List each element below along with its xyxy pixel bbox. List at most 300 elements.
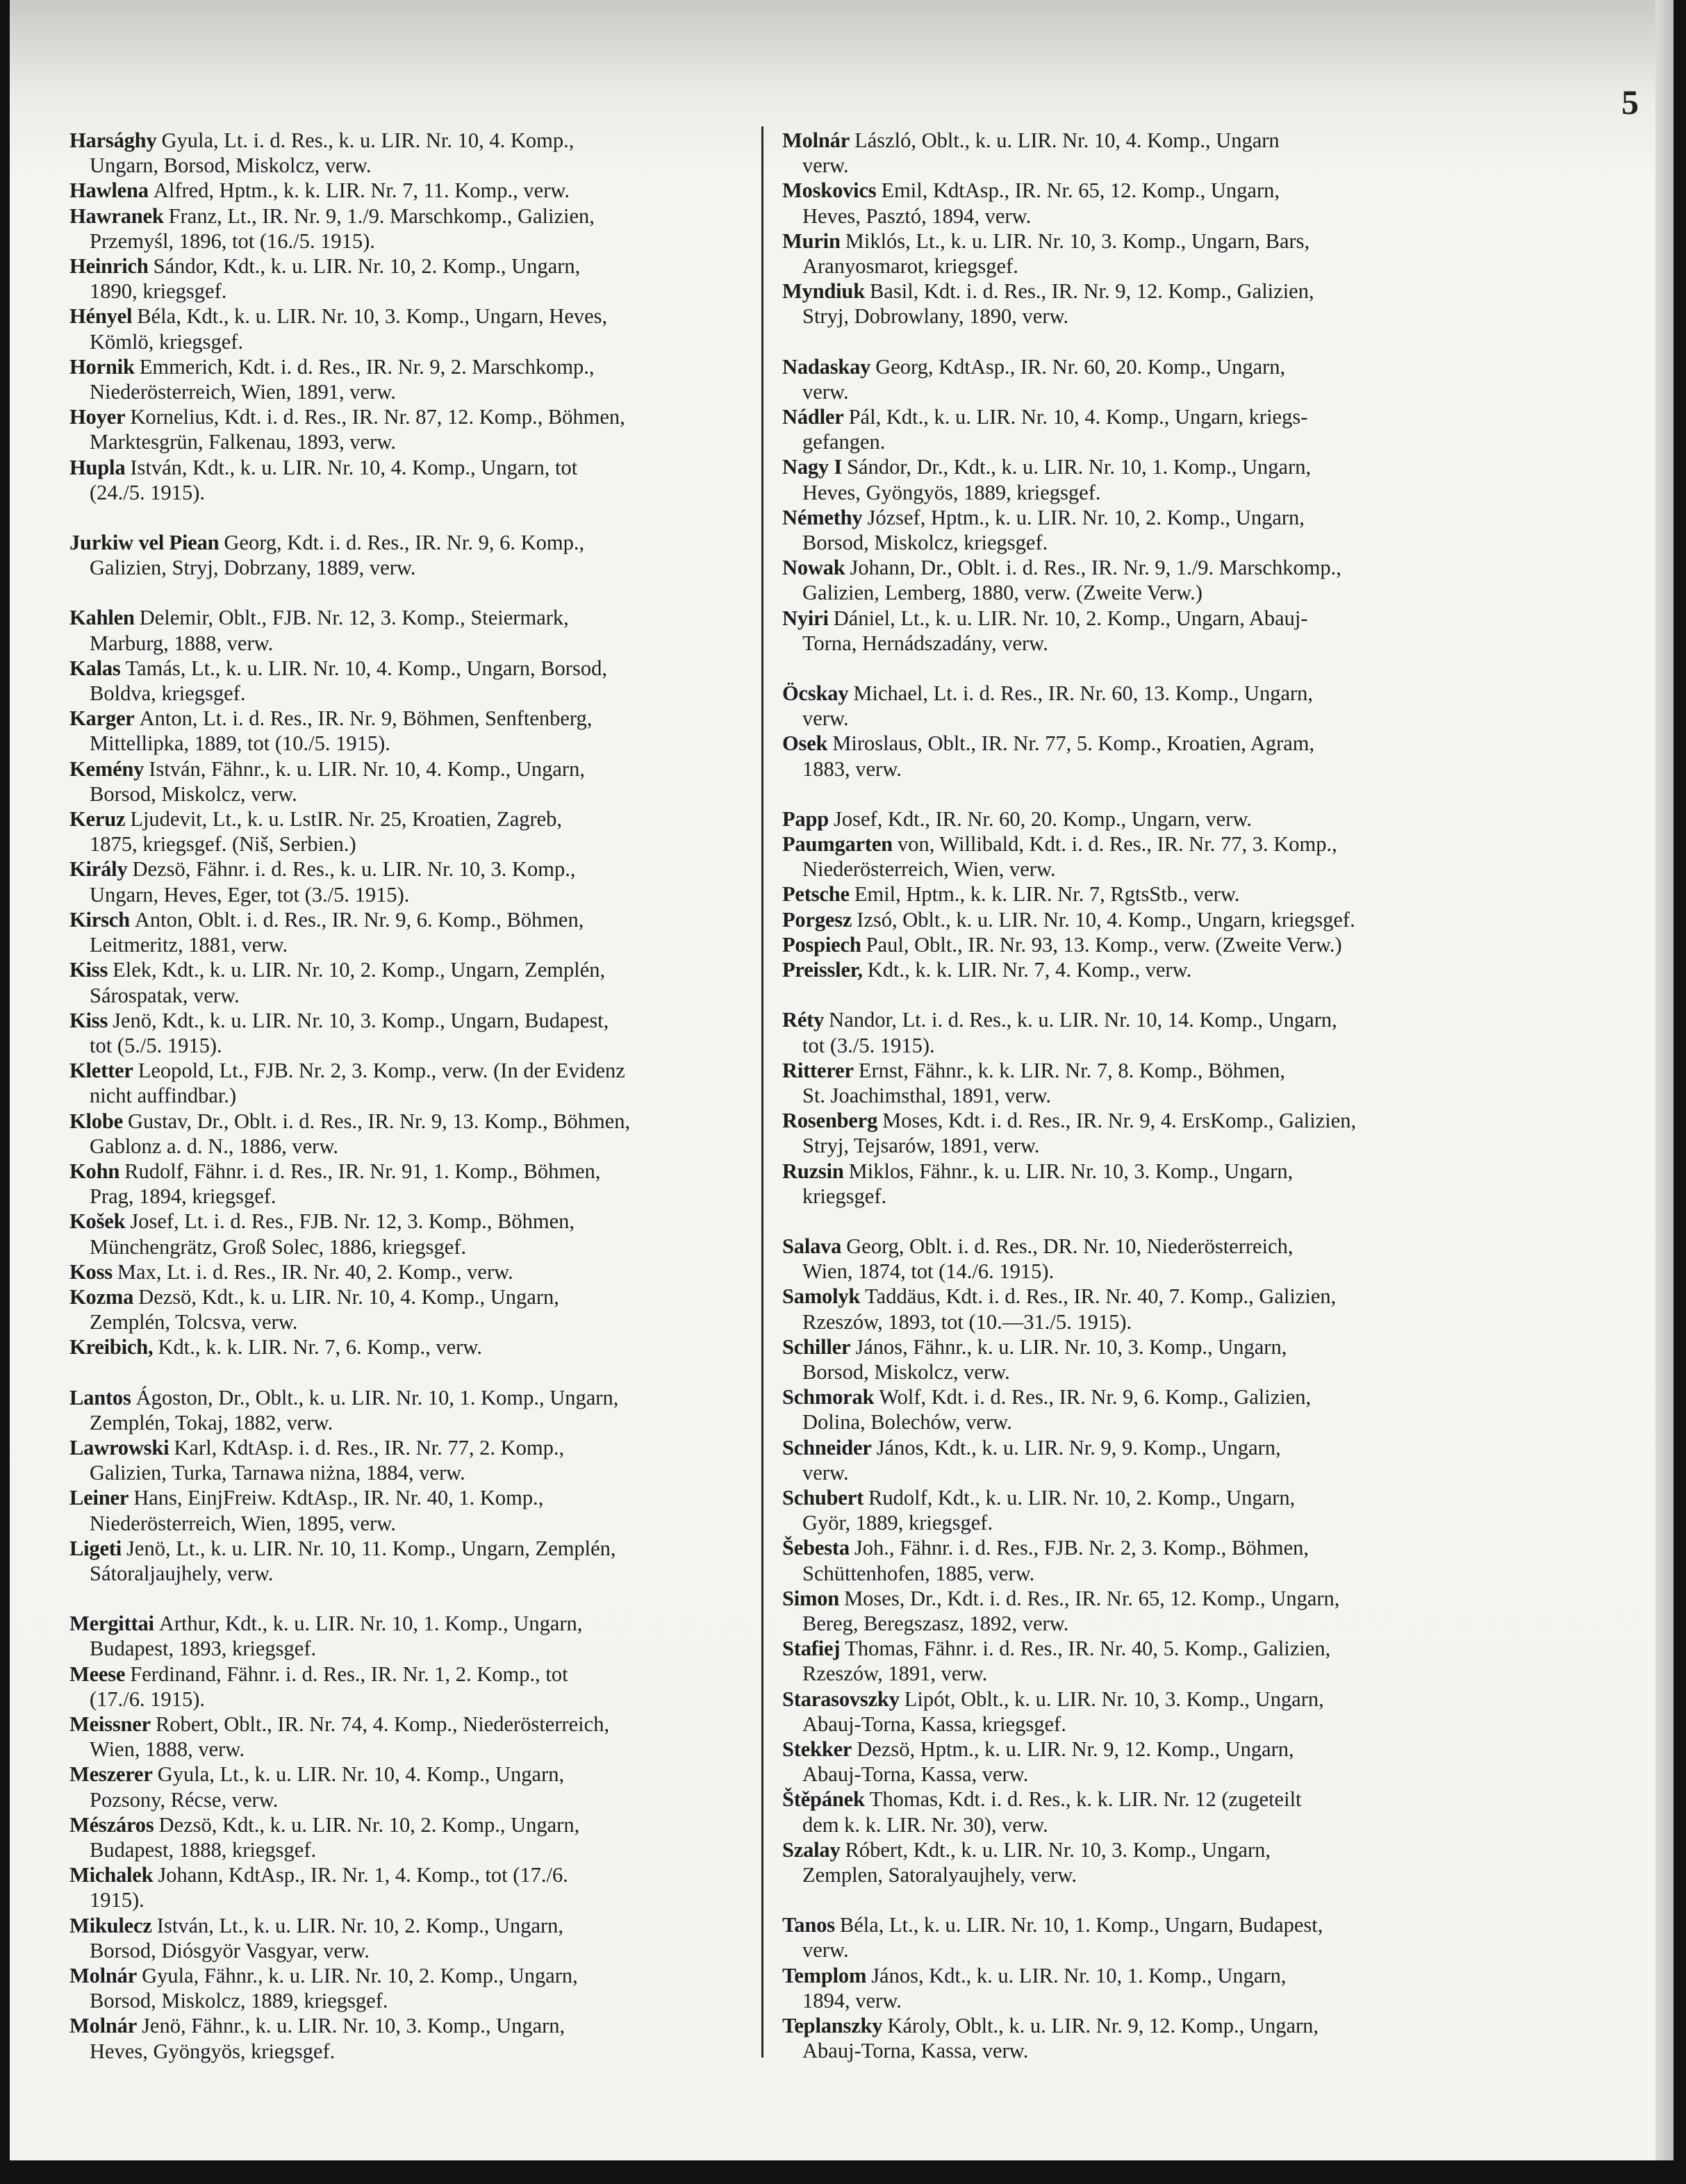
entry-details: István, Lt., k. u. LIR. Nr. 10, 2. Komp., Ungarn, — [156, 1913, 564, 1937]
entry-surname: Hupla — [69, 455, 126, 479]
entry-surname: Rosenberg — [782, 1109, 878, 1133]
entry-surname: Hényel — [69, 304, 133, 329]
entry-surname: Simon — [782, 1586, 840, 1610]
entry-continuation: Schüttenhofen, 1885, verw. — [802, 1561, 1035, 1585]
entry-details: Johann, KdtAsp., IR. Nr. 1, 4. Komp., tot (17./6. — [158, 1863, 568, 1887]
entry-details: Tamás, Lt., k. u. LIR. Nr. 10, 4. Komp., Ungarn, Borsod, — [125, 656, 607, 680]
casualty-entry — [69, 1662, 768, 1712]
entry-continuation: dem k. k. LIR. Nr. 30), verw. — [802, 1812, 1048, 1837]
entry-surname: Klobe — [69, 1109, 123, 1133]
left-column — [69, 128, 768, 2064]
casualty-entry — [782, 1334, 1480, 1384]
entry-surname: Papp — [782, 806, 829, 831]
entry-continuation: Marburg, 1888, verw. — [90, 631, 274, 655]
entry-surname: Mikulecz — [69, 1913, 152, 1937]
entry-continuation: Heves, Pasztó, 1894, verw. — [802, 204, 1032, 228]
entry-continuation: verw. — [802, 1938, 849, 1962]
casualty-entry — [782, 1108, 1480, 1158]
entry-surname: Mergittai — [69, 1612, 154, 1636]
casualty-entry — [782, 404, 1480, 454]
casualty-entry — [69, 756, 768, 806]
casualty-entry — [69, 957, 768, 1007]
entry-surname: Porgesz — [782, 907, 852, 932]
entry-continuation: Galizien, Turka, Tarnawa niżna, 1884, verw. — [90, 1461, 465, 1485]
casualty-entry — [782, 2013, 1480, 2063]
entry-details: Franz, Lt., IR. Nr. 9, 1./9. Marschkomp., Galizien, — [168, 204, 595, 228]
entry-continuation: Mittellipka, 1889, tot (10./5. 1915). — [90, 731, 390, 756]
entry-continuation: Aranyosmarot, kriegsgef. — [802, 254, 1018, 279]
casualty-entry — [69, 605, 768, 655]
casualty-entry — [782, 1912, 1480, 1962]
entry-continuation: Abauj-Torna, Kassa, verw. — [802, 1762, 1029, 1787]
casualty-entry — [782, 1787, 1480, 1837]
entry-details: Kdt., k. k. LIR. Nr. 7, 6. Komp., verw. — [158, 1335, 482, 1359]
entry-surname: Schubert — [782, 1485, 864, 1509]
entry-continuation: Sátoraljaujhely, verw. — [90, 1561, 274, 1585]
right-column — [782, 128, 1480, 2063]
entry-surname: Stekker — [782, 1737, 852, 1761]
entry-surname: Meese — [69, 1662, 126, 1686]
entry-continuation: Niederösterreich, Wien, 1895, verw. — [90, 1511, 396, 1535]
entry-continuation: 1890, kriegsgef. — [90, 279, 227, 304]
casualty-entry — [782, 1535, 1480, 1585]
entry-surname: Nyiri — [782, 606, 829, 630]
casualty-entry — [69, 1058, 768, 1108]
entry-continuation: Zemplén, Tolcsva, verw. — [90, 1310, 298, 1334]
casualty-entry — [69, 1159, 768, 1209]
casualty-entry — [782, 806, 1480, 832]
casualty-entry — [69, 1762, 768, 1812]
entry-surname: Némethy — [782, 505, 863, 529]
entry-surname: Schneider — [782, 1435, 872, 1459]
entry-surname: Harsághy — [69, 129, 157, 152]
entry-details: Moses, Dr., Kdt. i. d. Res., IR. Nr. 65, 12. Komp., Ungarn, — [844, 1586, 1340, 1610]
entry-surname: Murin — [782, 229, 841, 253]
casualty-entry — [69, 857, 768, 907]
entry-surname: Salava — [782, 1234, 842, 1258]
entry-surname: Nagy I — [782, 455, 843, 479]
entry-continuation: Przemyśl, 1896, tot (16./5. 1915). — [90, 229, 375, 253]
entry-surname: Košek — [69, 1209, 126, 1234]
entry-surname: Réty — [782, 1008, 825, 1032]
entry-surname: Teplanszky — [782, 2014, 883, 2038]
casualty-entry — [782, 1284, 1480, 1334]
entry-surname: Leiner — [69, 1486, 129, 1510]
entry-continuation: Galizien, Lemberg, 1880, verw. (Zweite Verw.) — [802, 581, 1202, 605]
entry-details: Josef, Kdt., IR. Nr. 60, 20. Komp., Ungarn, verw. — [834, 806, 1253, 831]
casualty-entry — [782, 1963, 1480, 2013]
casualty-entry — [782, 178, 1480, 228]
entry-continuation: (17./6. 1915). — [90, 1687, 206, 1711]
entry-continuation: Niederösterreich, Wien, verw. — [802, 857, 1056, 882]
casualty-entry — [69, 1385, 768, 1435]
entry-continuation: Abauj-Torna, Kassa, verw. — [802, 2039, 1029, 2063]
entry-details: Ferdinand, Fähnr. i. d. Res., IR. Nr. 1, 2. Komp., tot — [130, 1662, 568, 1686]
entry-surname: Meszerer — [69, 1762, 153, 1787]
entry-continuation: Bereg, Beregszasz, 1892, verw. — [802, 1611, 1069, 1635]
entry-surname: Šebesta — [782, 1536, 850, 1560]
entry-details: Josef, Lt. i. d. Res., FJB. Nr. 12, 3. Komp., Böhmen, — [130, 1209, 575, 1234]
casualty-entry — [69, 1334, 768, 1359]
entry-details: Wolf, Kdt. i. d. Res., IR. Nr. 9, 6. Komp., Galizien, — [879, 1385, 1312, 1409]
casualty-entry — [69, 1209, 768, 1259]
entry-surname: Molnár — [69, 1964, 138, 1988]
entry-details: Gustav, Dr., Oblt. i. d. Res., IR. Nr. 9, 13. Komp., Böhmen, — [127, 1109, 631, 1133]
entry-details: Dezsö, Kdt., k. u. LIR. Nr. 10, 2. Komp., Ungarn, — [158, 1812, 580, 1837]
entry-surname: Paumgarten — [782, 832, 893, 857]
entry-continuation: Borsod, Diósgyör Vasgyar, verw. — [90, 1938, 370, 1962]
entry-details: Róbert, Kdt., k. u. LIR. Nr. 10, 3. Komp., Ungarn, — [845, 1837, 1271, 1862]
entry-details: Hans, EinjFreiw. KdtAsp., IR. Nr. 40, 1. Komp., — [133, 1486, 544, 1510]
page-number: 5 — [1621, 83, 1639, 122]
entry-continuation: Niederösterreich, Wien, 1891, verw. — [90, 380, 396, 404]
casualty-entry — [782, 505, 1480, 555]
entry-details: von, Willibald, Kdt. i. d. Res., IR. Nr. 77, 3. Komp., — [897, 832, 1337, 857]
casualty-entry — [782, 1007, 1480, 1057]
casualty-entry — [782, 1058, 1480, 1108]
casualty-entry — [69, 530, 768, 580]
casualty-entry — [782, 731, 1480, 781]
entry-continuation: Ungarn, Heves, Eger, tot (3./5. 1915). — [90, 882, 410, 907]
entry-details: Jenö, Fähnr., k. u. LIR. Nr. 10, 3. Komp., Ungarn, — [142, 2014, 565, 2038]
casualty-entry — [782, 1687, 1480, 1737]
entry-continuation: Borsod, Miskolcz, 1889, kriegsgef. — [90, 1989, 388, 2013]
entry-surname: Heinrich — [69, 254, 149, 279]
entry-details: Emil, Hptm., k. k. LIR. Nr. 7, RgtsStb., verw. — [854, 882, 1240, 907]
casualty-entry — [69, 1611, 768, 1661]
entry-details: László, Oblt., k. u. LIR. Nr. 10, 4. Komp., Ungarn — [854, 129, 1280, 152]
entry-details: Gyula, Lt. i. d. Res., k. u. LIR. Nr. 10, 4. Komp., — [161, 129, 575, 152]
casualty-entry — [69, 1435, 768, 1485]
entry-surname: Tanos — [782, 1913, 835, 1937]
entry-details: Emmerich, Kdt. i. d. Res., IR. Nr. 9, 2. Marschkomp., — [139, 354, 595, 379]
entry-details: János, Kdt., k. u. LIR. Nr. 9, 9. Komp., Ungarn, — [876, 1435, 1281, 1459]
entry-details: Georg, Kdt. i. d. Res., IR. Nr. 9, 6. Komp., — [224, 531, 585, 555]
casualty-entry — [69, 706, 768, 756]
casualty-entry — [69, 806, 768, 857]
entry-continuation: Stryj, Tejsarów, 1891, verw. — [802, 1134, 1040, 1158]
entry-surname: Hawlena — [69, 179, 149, 203]
entry-surname: Kahlen — [69, 606, 135, 630]
entry-surname: Schiller — [782, 1334, 851, 1359]
entry-surname: Kohn — [69, 1159, 120, 1183]
entry-continuation: verw. — [802, 706, 849, 731]
entry-continuation: Rzeszów, 1893, tot (10.—31./5. 1915). — [802, 1309, 1132, 1334]
entry-continuation: Gablonz a. d. N., 1886, verw. — [90, 1134, 339, 1158]
entry-details: Pál, Kdt., k. u. LIR. Nr. 10, 4. Komp., Ungarn, kriegs- — [848, 405, 1308, 429]
entry-details: János, Kdt., k. u. LIR. Nr. 10, 1. Komp., Ungarn, — [871, 1963, 1287, 1987]
entry-continuation: Wien, 1888, verw. — [90, 1737, 245, 1762]
casualty-entry — [782, 606, 1480, 656]
entry-details: Anton, Oblt. i. d. Res., IR. Nr. 9, 6. Komp., Böhmen, — [134, 907, 584, 932]
entry-continuation: Torna, Hernádszadány, verw. — [802, 631, 1048, 655]
entry-details: Thomas, Fähnr. i. d. Res., IR. Nr. 40, 5. Komp., Galizien, — [845, 1637, 1331, 1661]
entry-continuation: Marktesgrün, Falkenau, 1893, verw. — [90, 430, 397, 454]
entry-details: Rudolf, Fähnr. i. d. Res., IR. Nr. 91, 1. Komp., Böhmen, — [124, 1159, 601, 1183]
entry-continuation: St. Joachimsthal, 1891, verw. — [802, 1083, 1052, 1107]
entry-details: Moses, Kdt. i. d. Res., IR. Nr. 9, 4. ErsKomp., Galizien, — [882, 1109, 1357, 1133]
entry-continuation: verw. — [802, 1460, 849, 1484]
casualty-entry — [782, 1485, 1480, 1535]
casualty-entry — [69, 1963, 768, 2013]
entry-continuation: (24./5. 1915). — [90, 480, 206, 504]
entry-details: Taddäus, Kdt. i. d. Res., IR. Nr. 40, 7. Komp., Galizien, — [865, 1284, 1337, 1309]
entry-continuation: Abauj-Torna, Kassa, kriegsgef. — [802, 1712, 1066, 1736]
casualty-entry — [782, 1837, 1480, 1887]
entry-details: István, Fähnr., k. u. LIR. Nr. 10, 4. Komp., Ungarn, — [149, 756, 585, 781]
entry-surname: Starasovszky — [782, 1687, 900, 1711]
entry-surname: Ligeti — [69, 1536, 122, 1560]
casualty-entry — [782, 907, 1480, 932]
entry-surname: Petsche — [782, 882, 850, 907]
entry-details: Dániel, Lt., k. u. LIR. Nr. 10, 2. Komp., Ungarn, Abauj- — [833, 606, 1308, 630]
casualty-entry — [782, 279, 1480, 329]
entry-details: Dezsö, Kdt., k. u. LIR. Nr. 10, 4. Komp., Ungarn, — [138, 1284, 559, 1309]
entry-surname: Ritterer — [782, 1058, 854, 1082]
entry-continuation: Prag, 1894, kriegsgef. — [90, 1184, 276, 1209]
casualty-entry — [782, 681, 1480, 731]
entry-details: Rudolf, Kdt., k. u. LIR. Nr. 10, 2. Komp., Ungarn, — [868, 1485, 1296, 1509]
entry-details: Miklós, Lt., k. u. LIR. Nr. 10, 3. Komp., Ungarn, Bars, — [845, 229, 1310, 253]
entry-continuation: Györ, 1889, kriegsgef. — [802, 1511, 993, 1535]
entry-continuation: Stryj, Dobrowlany, 1890, verw. — [802, 304, 1069, 329]
casualty-entry — [782, 1234, 1480, 1284]
entry-details: Kdt., k. k. LIR. Nr. 7, 4. Komp., verw. — [867, 958, 1192, 982]
entry-continuation: gefangen. — [802, 430, 886, 454]
entry-details: Kornelius, Kdt. i. d. Res., IR. Nr. 87, 12. Komp., Böhmen, — [130, 405, 625, 429]
entry-details: Miroslaus, Oblt., IR. Nr. 77, 5. Komp., Kroatien, Agram, — [832, 731, 1315, 756]
entry-surname: Kiss — [69, 1008, 108, 1032]
casualty-entry — [782, 1159, 1480, 1209]
entry-details: Lipót, Oblt., k. u. LIR. Nr. 10, 3. Komp., Ungarn, — [904, 1687, 1324, 1711]
entry-continuation: 1883, verw. — [802, 756, 902, 781]
entry-details: Joh., Fähnr. i. d. Res., FJB. Nr. 2, 3. Komp., Böhmen, — [854, 1536, 1309, 1560]
entry-details: József, Hptm., k. u. LIR. Nr. 10, 2. Komp., Ungarn, — [867, 505, 1305, 529]
entry-surname: Kiss — [69, 958, 108, 982]
entry-continuation: 1915). — [90, 1888, 144, 1912]
entry-surname: Mészáros — [69, 1812, 154, 1837]
casualty-entry — [782, 454, 1480, 504]
entry-continuation: verw. — [802, 379, 849, 404]
casualty-entry — [782, 555, 1480, 605]
casualty-entry — [782, 1435, 1480, 1485]
casualty-entry — [782, 1586, 1480, 1636]
entry-continuation: Leitmeritz, 1881, verw. — [90, 933, 288, 957]
entry-surname: Lantos — [69, 1385, 131, 1409]
entry-details: Arthur, Kdt., k. u. LIR. Nr. 10, 1. Komp., Ungarn, — [158, 1612, 583, 1636]
entry-continuation: Budapest, 1893, kriegsgef. — [90, 1637, 317, 1661]
entry-details: Dezsö, Hptm., k. u. LIR. Nr. 9, 12. Komp., Ungarn, — [857, 1737, 1294, 1761]
entry-continuation: Zemplén, Tokaj, 1882, verw. — [90, 1410, 333, 1434]
casualty-entry — [782, 128, 1480, 178]
entry-continuation: Galizien, Stryj, Dobrzany, 1889, verw. — [90, 556, 416, 580]
entry-surname: Preissler, — [782, 958, 863, 982]
entry-continuation: Budapest, 1888, kriegsgef. — [90, 1838, 317, 1862]
entry-surname: Nádler — [782, 405, 844, 429]
entry-continuation: 1875, kriegsgef. (Niš, Serbien.) — [90, 832, 356, 857]
casualty-entry — [69, 1485, 768, 1535]
entry-continuation: kriegsgef. — [802, 1184, 887, 1208]
entry-details: Emil, KdtAsp., IR. Nr. 65, 12. Komp., Ungarn, — [881, 179, 1280, 203]
entry-details: János, Fähnr., k. u. LIR. Nr. 10, 3. Komp., Ungarn, — [855, 1334, 1287, 1359]
entry-continuation: Kömlö, kriegsgef. — [90, 329, 244, 354]
entry-continuation: Borsod, Miskolcz, verw. — [802, 1359, 1010, 1384]
entry-surname: Kirsch — [69, 907, 130, 932]
casualty-entry — [69, 1008, 768, 1058]
entry-surname: Hawranek — [69, 204, 164, 228]
casualty-entry — [782, 354, 1480, 404]
entry-continuation: Zemplen, Satoralyaujhely, verw. — [802, 1863, 1077, 1887]
casualty-entry — [69, 1109, 768, 1159]
entry-continuation: Heves, Gyöngyös, kriegsgef. — [90, 2039, 336, 2063]
casualty-entry — [782, 932, 1480, 957]
entry-surname: Moskovics — [782, 179, 877, 203]
entry-surname: Štěpánek — [782, 1787, 865, 1812]
entry-details: Sándor, Kdt., k. u. LIR. Nr. 10, 2. Komp., Ungarn, — [153, 254, 581, 279]
casualty-entry — [69, 1259, 768, 1284]
casualty-entry — [69, 354, 768, 404]
casualty-entry — [782, 882, 1480, 907]
entry-details: Thomas, Kdt. i. d. Res., k. k. LIR. Nr. 12 (zugeteilt — [869, 1787, 1302, 1812]
entry-surname: Molnár — [69, 2014, 138, 2038]
entry-details: Gyula, Lt., k. u. LIR. Nr. 10, 4. Komp., Ungarn, — [157, 1762, 565, 1787]
entry-surname: Jurkiw vel Piean — [69, 531, 220, 555]
entry-continuation: Rzeszów, 1891, verw. — [802, 1662, 988, 1686]
entry-details: Delemir, Oblt., FJB. Nr. 12, 3. Komp., Steiermark, — [139, 606, 569, 630]
entry-details: Anton, Lt. i. d. Res., IR. Nr. 9, Böhmen, Senftenberg, — [139, 706, 593, 731]
entry-details: Georg, Oblt. i. d. Res., DR. Nr. 10, Niederösterreich, — [846, 1234, 1294, 1258]
entry-surname: Keruz — [69, 807, 126, 832]
casualty-entry — [69, 656, 768, 706]
entry-details: Ágoston, Dr., Oblt., k. u. LIR. Nr. 10, 1. Komp., Ungarn, — [135, 1385, 619, 1409]
entry-details: Max, Lt. i. d. Res., IR. Nr. 40, 2. Komp., verw. — [117, 1259, 513, 1284]
entry-surname: Hoyer — [69, 405, 126, 429]
casualty-entry — [69, 304, 768, 354]
entry-surname: Molnár — [782, 129, 850, 152]
entry-details: Jenö, Kdt., k. u. LIR. Nr. 10, 3. Komp., Ungarn, Budapest, — [113, 1008, 609, 1032]
entry-details: István, Kdt., k. u. LIR. Nr. 10, 4. Komp., Ungarn, tot — [130, 455, 578, 479]
entry-surname: Kemény — [69, 756, 144, 781]
entry-surname: Templom — [782, 1963, 867, 1987]
entry-surname: Kreibich, — [69, 1335, 154, 1359]
entry-surname: Ruzsin — [782, 1159, 844, 1183]
entry-surname: Karger — [69, 706, 135, 731]
entry-details: Johann, Dr., Oblt. i. d. Res., IR. Nr. 9, 1./9. Marschkomp., — [850, 556, 1341, 580]
entry-details: Georg, KdtAsp., IR. Nr. 60, 20. Komp., Ungarn, — [875, 354, 1286, 379]
entry-continuation: Wien, 1874, tot (14./6. 1915). — [802, 1259, 1055, 1284]
casualty-entry — [69, 1284, 768, 1334]
entry-surname: Nowak — [782, 556, 845, 580]
casualty-entry — [69, 128, 768, 178]
entry-details: Dezsö, Fähnr. i. d. Res., k. u. LIR. Nr. 10, 3. Komp., — [132, 857, 576, 882]
entry-surname: Stafiej — [782, 1637, 841, 1661]
entry-continuation: Borsod, Miskolcz, verw. — [90, 781, 297, 806]
entry-continuation: Münchengrätz, Groß Solec, 1886, kriegsgef. — [90, 1234, 467, 1259]
document-page — [10, 0, 1673, 2160]
entry-details: Elek, Kdt., k. u. LIR. Nr. 10, 2. Komp., Ungarn, Zemplén, — [113, 958, 606, 982]
column-divider — [761, 126, 763, 2058]
entry-continuation: tot (3./5. 1915). — [802, 1033, 935, 1057]
entry-surname: Nadaskay — [782, 354, 871, 379]
casualty-entry — [782, 1636, 1480, 1686]
entry-continuation: tot (5./5. 1915). — [90, 1033, 222, 1057]
entry-continuation: Borsod, Miskolcz, kriegsgef. — [802, 531, 1048, 555]
entry-continuation: verw. — [802, 154, 849, 178]
entry-surname: Öcskay — [782, 681, 849, 706]
entry-continuation: Pozsony, Récse, verw. — [90, 1787, 279, 1812]
casualty-entry — [69, 404, 768, 454]
entry-details: Sándor, Dr., Kdt., k. u. LIR. Nr. 10, 1. Komp., Ungarn, — [847, 455, 1312, 479]
entry-details: Miklos, Fähnr., k. u. LIR. Nr. 10, 3. Komp., Ungarn, — [848, 1159, 1294, 1183]
entry-details: Gyula, Fähnr., k. u. LIR. Nr. 10, 2. Komp., Ungarn, — [142, 1964, 578, 1988]
entry-surname: Kalas — [69, 656, 121, 680]
entry-details: Karl, KdtAsp. i. d. Res., IR. Nr. 77, 2. Komp., — [174, 1435, 565, 1459]
entry-details: Ernst, Fähnr., k. k. LIR. Nr. 7, 8. Komp., Böhmen, — [858, 1058, 1286, 1082]
entry-surname: Szalay — [782, 1837, 841, 1862]
entry-details: Nandor, Lt. i. d. Res., k. u. LIR. Nr. 10, 14. Komp., Ungarn, — [829, 1008, 1337, 1032]
entry-surname: Michalek — [69, 1863, 154, 1887]
entry-details: Leopold, Lt., FJB. Nr. 2, 3. Komp., verw. (In der Evidenz — [138, 1059, 625, 1083]
entry-surname: Schmorak — [782, 1385, 875, 1409]
entry-details: Alfred, Hptm., k. k. LIR. Nr. 7, 11. Komp., verw. — [153, 179, 570, 203]
entry-surname: Myndiuk — [782, 279, 865, 304]
casualty-entry — [69, 178, 768, 203]
entry-continuation: nicht auffindbar.) — [90, 1084, 237, 1108]
casualty-entry — [69, 1712, 768, 1762]
casualty-entry — [69, 1862, 768, 1912]
entry-surname: Kozma — [69, 1284, 134, 1309]
casualty-entry — [69, 204, 768, 254]
entry-continuation: Ungarn, Borsod, Miskolcz, verw. — [90, 154, 372, 178]
casualty-entry — [69, 1812, 768, 1862]
entry-details: Ljudevit, Lt., k. u. LstIR. Nr. 25, Kroatien, Zagreb, — [130, 807, 563, 832]
entry-details: Robert, Oblt., IR. Nr. 74, 4. Komp., Niederösterreich, — [155, 1712, 610, 1736]
entry-surname: Pospiech — [782, 932, 861, 957]
casualty-entry — [69, 1913, 768, 1963]
casualty-entry — [782, 229, 1480, 279]
page-edge-shadow — [1655, 0, 1673, 2160]
entry-continuation: Boldva, kriegsgef. — [90, 681, 246, 706]
entry-surname: Koss — [69, 1259, 113, 1284]
casualty-entry — [69, 907, 768, 957]
entry-details: Béla, Lt., k. u. LIR. Nr. 10, 1. Komp., Ungarn, Budapest, — [839, 1913, 1323, 1937]
entry-surname: Osek — [782, 731, 828, 756]
casualty-entry — [69, 2013, 768, 2063]
entry-continuation: Sárospatak, verw. — [90, 983, 240, 1007]
entry-surname: Meissner — [69, 1712, 151, 1736]
casualty-entry — [69, 254, 768, 304]
casualty-entry — [69, 1536, 768, 1586]
entry-surname: Samolyk — [782, 1284, 861, 1309]
entry-surname: Hornik — [69, 354, 135, 379]
casualty-entry — [782, 1384, 1480, 1434]
entry-surname: Kletter — [69, 1059, 133, 1083]
entry-surname: Király — [69, 857, 128, 882]
entry-details: Michael, Lt. i. d. Res., IR. Nr. 60, 13. Komp., Ungarn, — [853, 681, 1314, 706]
casualty-entry — [782, 957, 1480, 982]
entry-details: Paul, Oblt., IR. Nr. 93, 13. Komp., verw. (Zweite Verw.) — [866, 932, 1342, 957]
entry-continuation: Dolina, Bolechów, verw. — [802, 1410, 1012, 1434]
entry-continuation: Heves, Gyöngyös, 1889, kriegsgef. — [802, 480, 1101, 504]
casualty-entry — [69, 455, 768, 505]
entry-details: Béla, Kdt., k. u. LIR. Nr. 10, 3. Komp., Ungarn, Heves, — [137, 304, 608, 329]
entry-details: Izsó, Oblt., k. u. LIR. Nr. 10, 4. Komp., Ungarn, kriegsgef. — [857, 907, 1355, 932]
entry-surname: Lawrowski — [69, 1435, 170, 1459]
casualty-entry — [782, 1737, 1480, 1787]
casualty-entry — [782, 832, 1480, 882]
entry-details: Károly, Oblt., k. u. LIR. Nr. 9, 12. Komp., Ungarn, — [887, 2014, 1319, 2038]
entry-details: Basil, Kdt. i. d. Res., IR. Nr. 9, 12. Komp., Galizien, — [869, 279, 1314, 304]
